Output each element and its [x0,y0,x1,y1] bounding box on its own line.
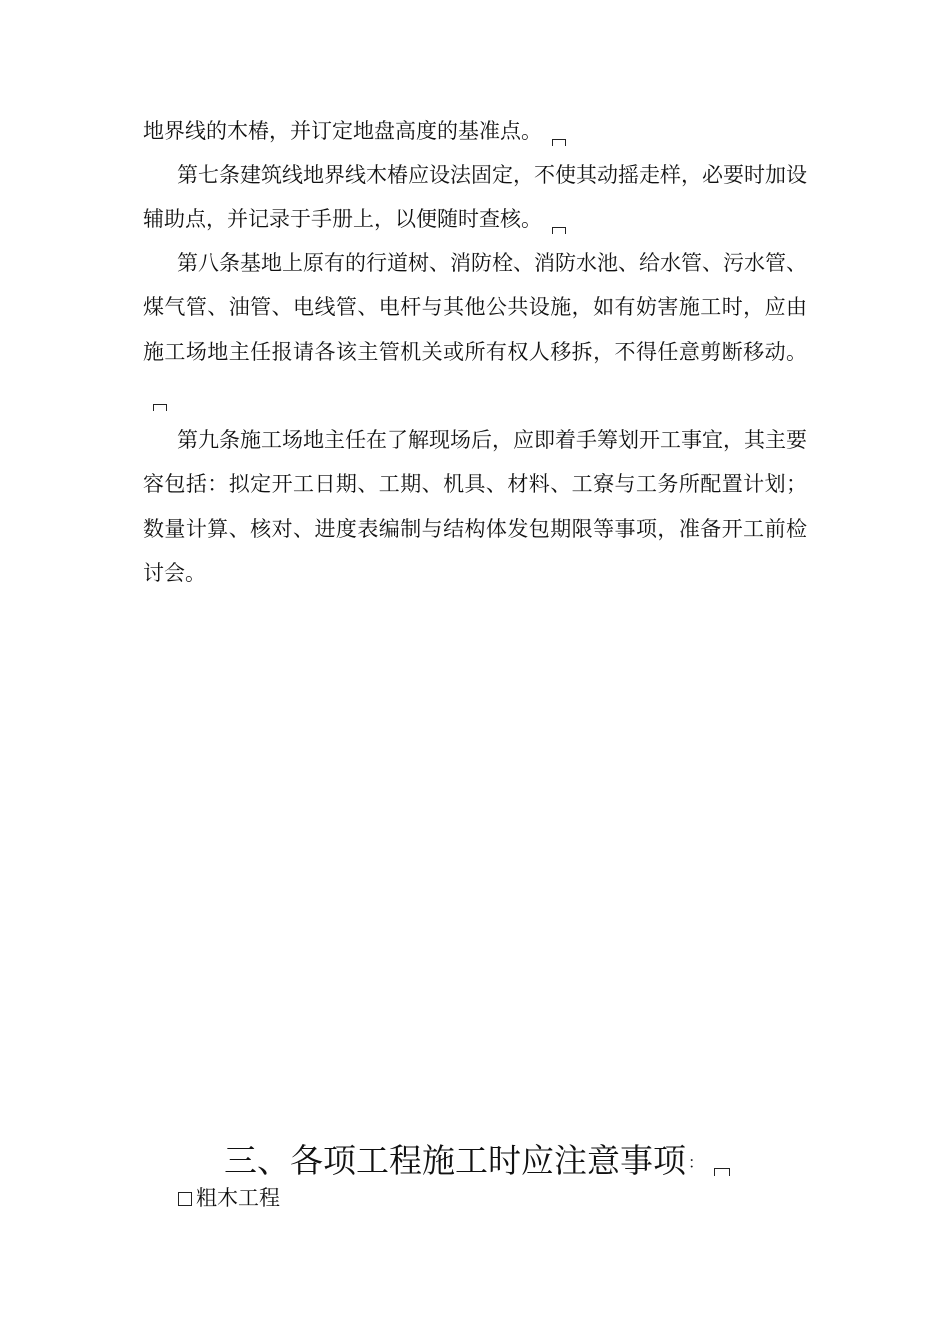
checkbox-icon [178,1192,192,1206]
paragraph-text: 第七条建筑线地界线木椿应设法固定，不使其动摇走样，必要时加设辅助点，并记录于手册上，以便随时查核。 [143,163,807,232]
sub-item [178,1180,280,1216]
paragraph-continued [143,109,807,153]
section-heading [224,1136,730,1188]
paragraph-text: 第九条施工场地主任在了解现场后，应即着手筹划开工事宜，其主要容包括：拟定开工日期、工期、机具、材料、工寮与工务所配置计划；数量计算、核对、进度表编制与结构体发包期限等事项，准备开工前检讨会。 [143,428,807,585]
paragraph-article-8 [143,241,807,418]
paragraph-article-7 [143,153,807,242]
sub-item-label: 粗木工程 [196,1186,280,1210]
paragraph-mark-icon [714,1168,730,1176]
paragraph-text: 地界线的木椿，并订定地盘高度的基准点。 [143,119,542,143]
section-heading-text: 三、各项工程施工时应注意事项 [224,1141,686,1180]
paragraph-mark-icon [552,227,566,234]
section-heading-colon: ： [688,1153,705,1172]
paragraph-article-9 [143,418,807,595]
paragraph-text: 第八条基地上原有的行道树、消防栓、消防水池、给水管、污水管、煤气管、油管、电线管、电杆与其他公共设施，如有妨害施工时，应由施工场地主任报请各该主管机关或所有权人移拆，不得任意剪断移动。 [143,251,807,364]
paragraph-mark-icon [153,404,167,411]
paragraph-mark-icon [552,139,566,146]
